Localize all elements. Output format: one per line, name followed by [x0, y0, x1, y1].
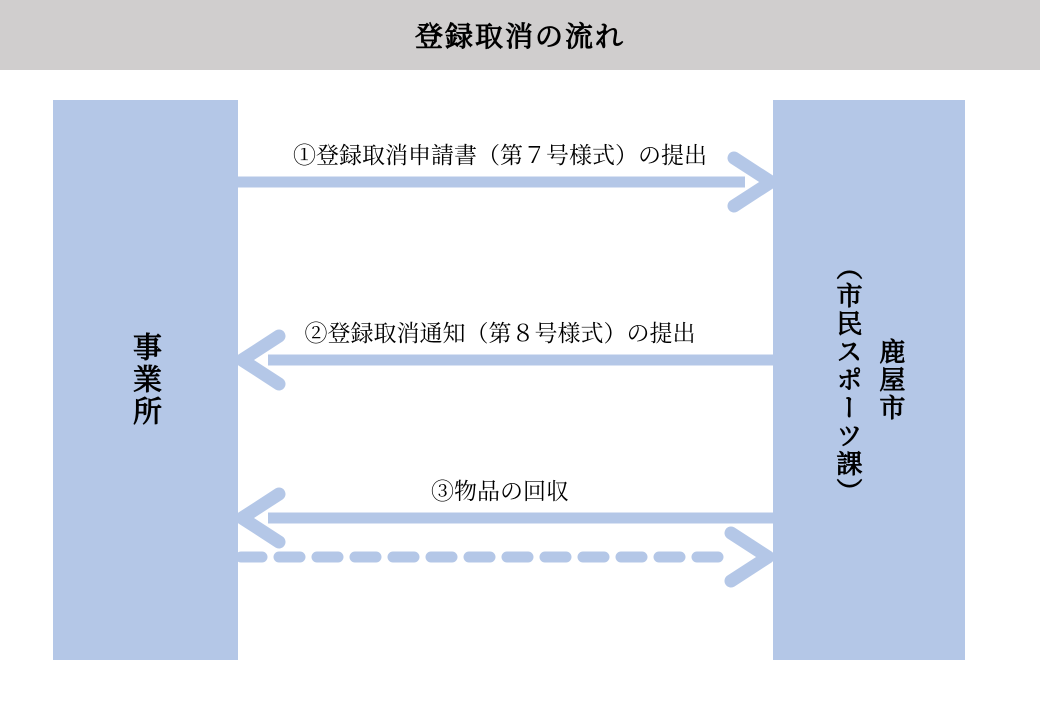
box-kanoya-city-label-sub: （市民スポーツ課）: [833, 254, 863, 506]
arrow-step-4-head-right-icon: [731, 533, 768, 581]
box-kanoya-city-label-main: 鹿屋市: [875, 338, 906, 422]
box-kanoya-city: [773, 100, 965, 660]
box-business-office: [53, 100, 238, 660]
title-banner: [0, 0, 1040, 70]
arrow-step-1-label: ①登録取消申請書（第７号様式）の提出: [293, 142, 707, 168]
arrow-step-2-label: ②登録取消通知（第８号様式）の提出: [304, 320, 696, 346]
arrow-step-3-label: ③物品の回収: [431, 478, 569, 504]
page-title: 登録取消の流れ: [414, 21, 625, 52]
arrow-step-4-dashed-right: [241, 533, 768, 581]
box-business-office-label: 事業所: [129, 332, 161, 428]
box-kanoya-city-label: [826, 100, 912, 660]
